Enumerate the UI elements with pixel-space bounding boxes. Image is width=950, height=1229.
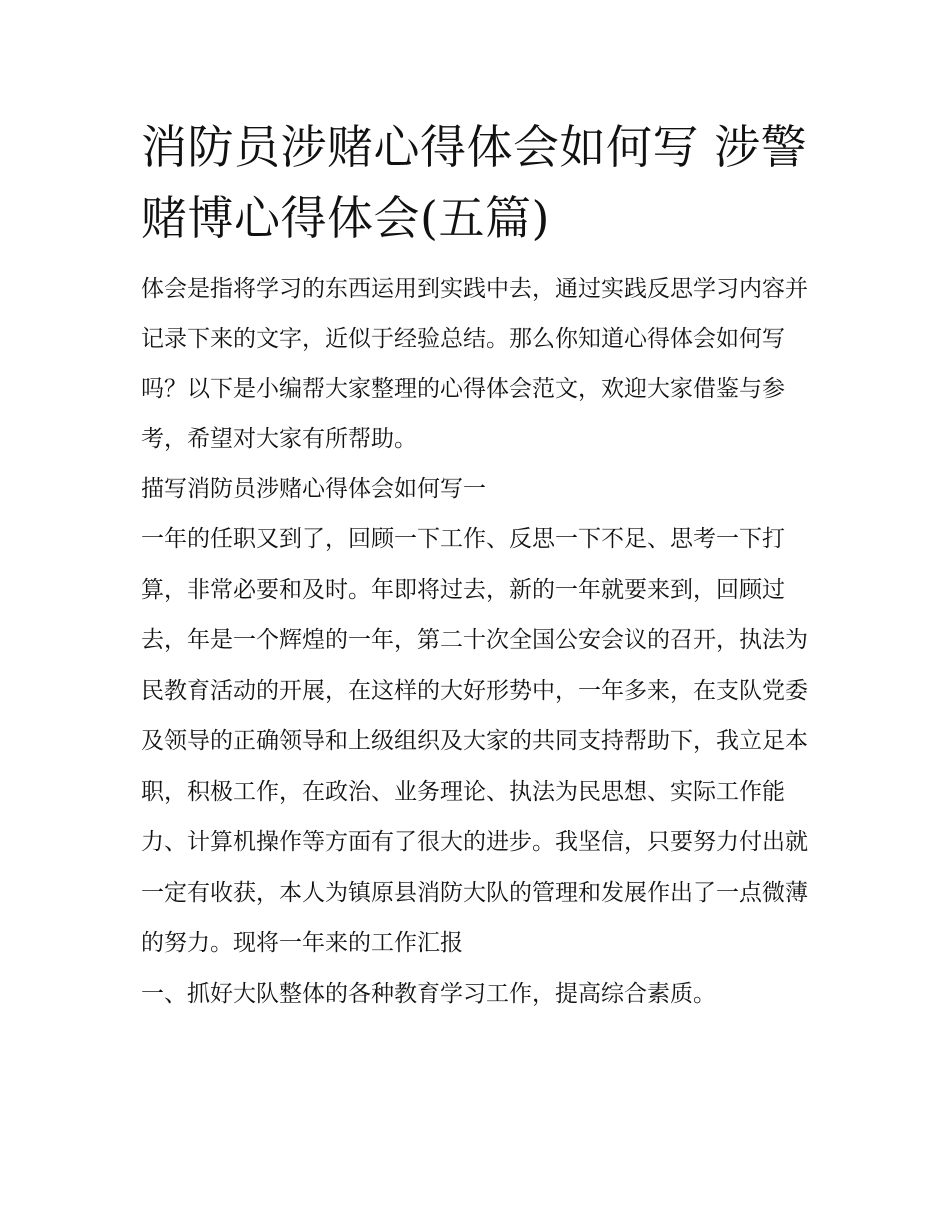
section-title: 描写消防员涉赌心得体会如何写一 <box>141 476 486 502</box>
document-content <box>141 112 821 1019</box>
body-paragraph: 一年的任职又到了，回顾一下工作、反思一下不足、思考一下打算，非常必要和及时。年即将过去，新的一年就要来到，回顾过去，年是一个辉煌的一年，第二十次全国公安会议的召开，执法为民教育活动的开展，在这样的大好形势中，一年多来，在支队党委及领导的正确领导和上级组织及大家的共同支持帮助下，我立足本职，积极工作，在政治、业务理论、执法为民思想、实际工作能力、计算机操作等方面有了很大的进步。我坚信，只要努力付出就一定有收获，本人为镇原县消防大队的管理和发展作出了一点微薄的努力。现将一年来的工作汇报 <box>141 526 808 956</box>
subheading-item-1: 一、抓好大队整体的各种教育学习工作，提高综合素质。 <box>141 980 716 1007</box>
intro-paragraph: 体会是指将学习的东西运用到实践中去，通过实践反思学习内容并记录下来的文字，近似于经验总结。那么你知道心得体会如何写吗？以下是小编帮大家整理的心得体会范文，欢迎大家借鉴与参考，希望对大家有所帮助。 <box>141 276 808 452</box>
document-title: 消防员涉赌心得体会如何写 涉警赌博心得体会(五篇) <box>141 120 808 245</box>
